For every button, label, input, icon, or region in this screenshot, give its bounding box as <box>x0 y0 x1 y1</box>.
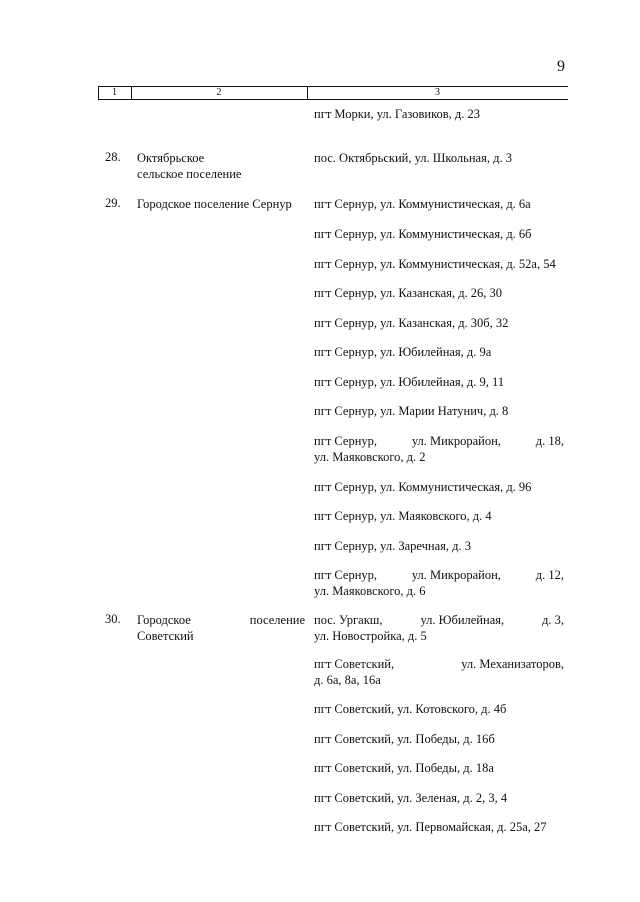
address-block: пгт Сернур, ул. Микрорайон, д. 12, ул. Маяковского, д. 6 <box>314 568 564 598</box>
address-line: пгт Сернур, ул. Коммунистическая, д. 6б <box>314 227 532 241</box>
address-line: пгт Советский, ул. Котовского, д. 4б <box>314 702 507 716</box>
address-block: пгт Сернур, ул. Микрорайон, д. 18, ул. Маяковского, д. 2 <box>314 434 564 464</box>
address-line: пгт Сернур, ул. Юбилейная, д. 9а <box>314 345 492 359</box>
address-line: пгт Сернур, ул. Казанская, д. 30б, 32 <box>314 316 509 330</box>
address-line: пгт Сернур, ул. Коммунистическая, д. 52а, 54 <box>314 257 556 271</box>
address-line: пгт Сернур, ул. Марии Натунич, д. 8 <box>314 404 509 418</box>
address-line: пгт Сернур, ул. Коммунистическая, д. 96 <box>314 480 532 494</box>
address-line: пгт Сернур, ул. Маяковского, д. 4 <box>314 509 492 523</box>
header-col-2: 2 <box>216 87 222 98</box>
page-number: 9 <box>557 58 565 75</box>
address-line: пгт Советский, ул. Победы, д. 16б <box>314 732 495 746</box>
row-number: 30. <box>105 612 121 626</box>
settlement-name: Городское поселение Советский <box>137 613 305 643</box>
header-col-3: 3 <box>435 87 440 98</box>
address-line: пгт Сернур, ул. Заречная, д. 3 <box>314 539 472 553</box>
address-line: пгт Советский, ул. Зеленая, д. 2, 3, 4 <box>314 791 508 805</box>
address-line: пос. Октябрьский, ул. Школьная, д. 3 <box>314 151 512 165</box>
address-block: пос. Ургакш, ул. Юбилейная, д. 3, ул. Новостройка, д. 5 <box>314 613 564 643</box>
row-number: 28. <box>105 150 121 164</box>
row-number: 29. <box>105 196 121 210</box>
address-line: пгт Сернур, ул. Юбилейная, д. 9, 11 <box>314 375 505 389</box>
address-line: пгт Советский, ул. Победы, д. 18а <box>314 761 494 775</box>
address-line: пгт Сернур, ул. Казанская, д. 26, 30 <box>314 286 503 300</box>
address-line: пгт Сернур, ул. Коммунистическая, д. 6а <box>314 197 531 211</box>
address-line: пгт Морки, ул. Газовиков, д. 23 <box>314 107 481 121</box>
settlement-name: Городское поселение Сернур <box>137 197 292 211</box>
settlement-name: Октябрьское сельское поселение <box>137 151 242 181</box>
address-line: пгт Советский, ул. Первомайская, д. 25а, 27 <box>314 820 547 834</box>
header-bottom-rule <box>98 99 568 100</box>
header-col-1: 1 <box>112 87 117 98</box>
address-block: пгт Советский, ул. Механизаторов, д. 6а, 8а, 16а <box>314 657 564 687</box>
